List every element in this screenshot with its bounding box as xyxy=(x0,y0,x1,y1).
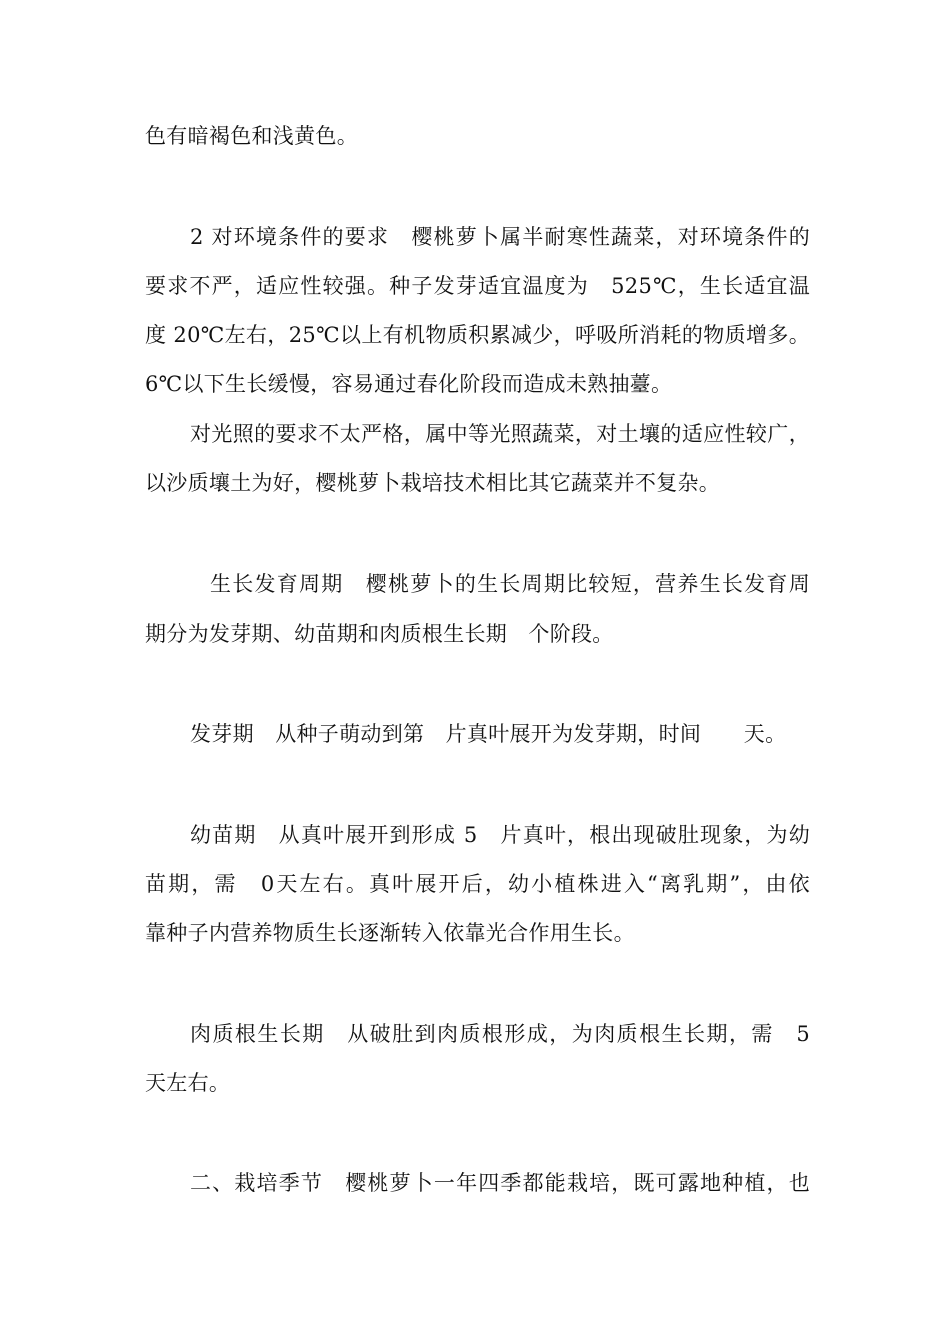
text-line-15: 天左右。 xyxy=(145,1071,231,1095)
text-line-8: 生长发育周期 樱桃萝卜的生长周期比较短，营养生长发育周 xyxy=(210,572,810,596)
text-line-9: 期分为发芽期、幼苗期和肉质根生长期 个阶段。 xyxy=(145,622,614,646)
text-line-5: 6℃以下生长缓慢，容易通过春化阶段而造成未熟抽薹。 xyxy=(145,372,673,396)
text-line-10: 发芽期 从种子萌动到第 片真叶展开为发芽期，时间 天。 xyxy=(190,722,787,746)
text-line-13: 靠种子内营养物质生长逐渐转入依靠光合作用生长。 xyxy=(145,921,635,945)
text-line-2: 2 对环境条件的要求 樱桃萝卜属半耐寒性蔬菜，对环境条件的 xyxy=(190,225,810,249)
text-line-3: 要求不严，适应性较强。种子发芽适宜温度为 525℃，生长适宜温 xyxy=(145,274,810,298)
text-line-6: 对光照的要求不太严格，属中等光照蔬菜，对土壤的适应性较广， xyxy=(190,422,810,446)
text-line-16: 二、栽培季节 樱桃萝卜一年四季都能栽培，既可露地种植，也 xyxy=(190,1171,810,1195)
text-line-12: 苗期，需 0天左右。真叶展开后，幼小植株进入“离乳期”，由依 xyxy=(145,872,810,896)
text-line-4: 度 20℃左右，25℃以上有机物质积累减少，呼吸所消耗的物质增多。 xyxy=(145,323,810,347)
text-line-7: 以沙质壤土为好，樱桃萝卜栽培技术相比其它蔬菜并不复杂。 xyxy=(145,471,721,495)
text-line-11: 幼苗期 从真叶展开到形成 5 片真叶，根出现破肚现象，为幼 xyxy=(190,823,810,847)
text-line-14: 肉质根生长期 从破肚到肉质根形成，为肉质根生长期，需 5 xyxy=(190,1022,810,1046)
text-line-1: 色有暗褐色和浅黄色。 xyxy=(145,124,358,148)
